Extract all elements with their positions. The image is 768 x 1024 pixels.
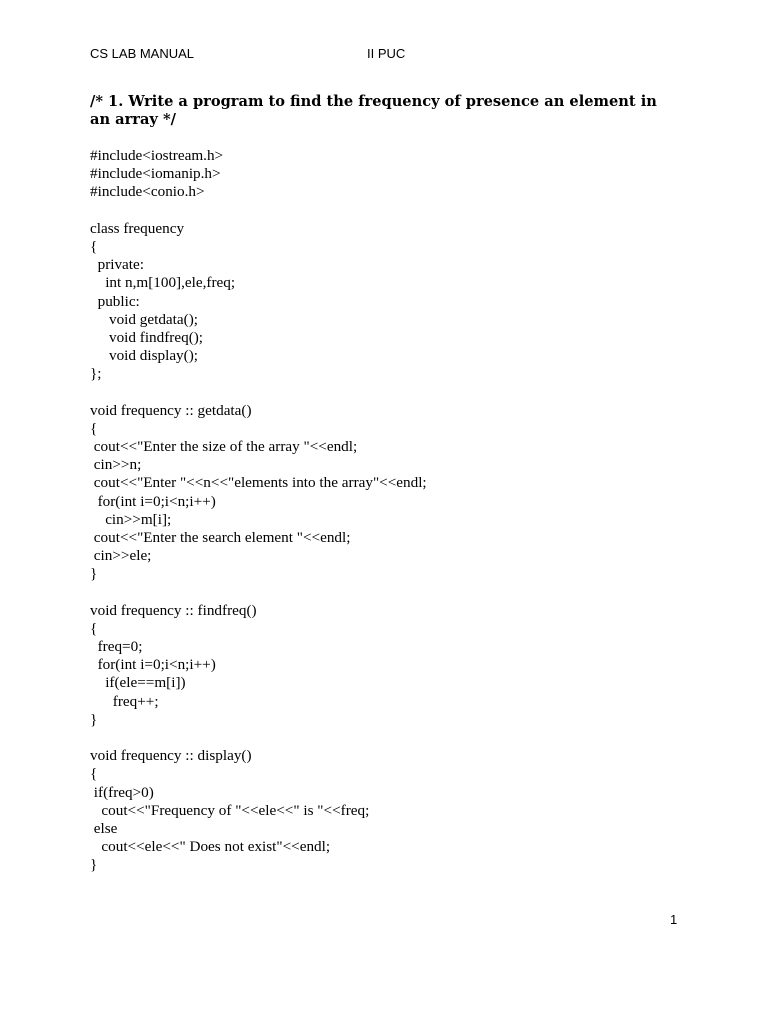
code-line: { <box>90 619 98 637</box>
code-line: freq=0; <box>90 638 143 656</box>
code-line: void frequency :: findfreq() <box>90 601 257 619</box>
code-line: #include<iostream.h> <box>90 147 224 164</box>
code-line: cout<<"Frequency of "<<ele<<" is "<<freq; <box>90 801 370 819</box>
code-line: class frequency <box>90 219 185 237</box>
code-line: cout<<"Enter "<<n<<"elements into the array"<<endl; <box>90 474 427 492</box>
code-line: cin>>m[i]; <box>90 510 172 528</box>
code-line: } <box>90 856 98 874</box>
code-line: { <box>90 237 98 255</box>
code-line: private: <box>90 256 144 274</box>
code-line: cout<<ele<<" Does not exist"<<endl; <box>90 838 331 856</box>
code-line <box>90 729 710 747</box>
page-number: 1 <box>670 912 678 927</box>
code-line: cout<<"Enter the size of the array "<<endl; <box>90 438 358 455</box>
code-line: void display(); <box>90 347 198 365</box>
code-line: cin>>n; <box>90 456 142 474</box>
code-line: cout<<"Enter the search element "<<endl; <box>90 528 351 546</box>
code-line: void frequency :: getdata() <box>90 401 252 419</box>
header-class-label: II PUC <box>367 46 406 61</box>
code-line: void frequency :: display() <box>90 747 252 765</box>
code-line: freq++; <box>90 692 159 710</box>
code-line: #include<iomanip.h> <box>90 165 221 183</box>
header-manual-title: CS LAB MANUAL <box>90 46 195 61</box>
code-line: for(int i=0;i<n;i++) <box>90 656 216 674</box>
code-line: { <box>90 765 98 783</box>
code-line <box>90 202 710 220</box>
program-title: /* 1. Write a program to find the frequency of presence an element in an array */ <box>90 93 657 128</box>
code-line: } <box>90 710 98 728</box>
page-header <box>90 46 690 66</box>
code-line: cin>>ele; <box>90 547 152 565</box>
code-line: void findfreq(); <box>90 328 204 346</box>
code-line: for(int i=0;i<n;i++) <box>90 492 216 510</box>
code-line: public: <box>90 292 140 310</box>
code-line: }; <box>90 365 102 383</box>
code-line: } <box>90 565 98 583</box>
code-line: if(ele==m[i]) <box>90 674 186 692</box>
code-line: { <box>90 419 98 437</box>
code-listing <box>90 147 710 875</box>
code-line: #include<conio.h> <box>90 183 205 201</box>
code-line: if(freq>0) <box>90 783 154 801</box>
code-line: void getdata(); <box>90 310 198 328</box>
code-line <box>90 383 710 401</box>
code-line: int n,m[100],ele,freq; <box>90 274 236 292</box>
code-line: else <box>90 819 118 837</box>
code-line <box>90 584 710 602</box>
